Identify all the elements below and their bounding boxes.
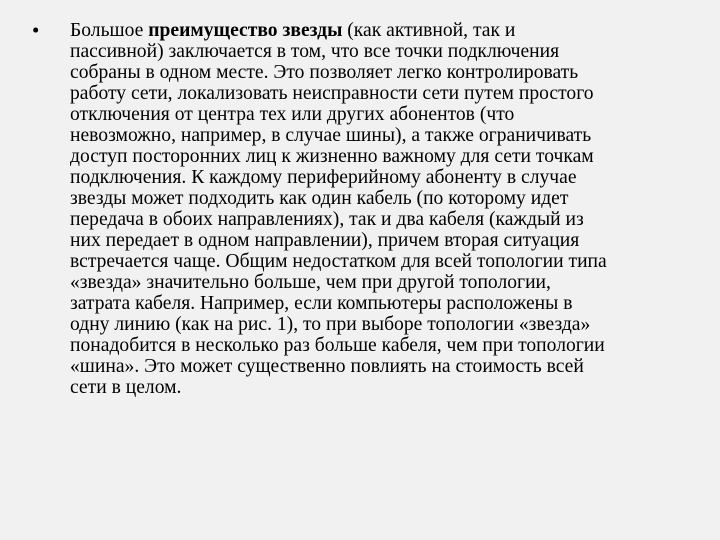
paragraph-line: отключения от центра тех или других абонентов (что xyxy=(70,104,515,125)
bold-phrase: преимущество звезды xyxy=(148,20,343,41)
paragraph-line: пассивной) заключается в том, что все точки подключения xyxy=(70,41,560,62)
paragraph-line: передача в обоих направлениях), так и два кабеля (каждый из xyxy=(70,209,584,230)
paragraph-line: затрата кабеля. Например, если компьютеры расположены в xyxy=(70,293,573,314)
paragraph-line: «шина». Это может существенно повлиять на стоимость всей xyxy=(70,356,584,377)
bullet-marker: • xyxy=(32,18,40,42)
paragraph-line: работу сети, локализовать неисправности сети путем простого xyxy=(70,83,594,104)
paragraph-line: невозможно, например, в случае шины), а также ограничивать xyxy=(70,125,592,146)
paragraph-line: доступ посторонних лиц к жизненно важному для сети точкам xyxy=(70,146,594,167)
text-suffix: (как активной, так и xyxy=(342,20,516,41)
paragraph xyxy=(70,20,700,398)
paragraph-line: них передает в одном направлении), причем вторая ситуация xyxy=(70,230,580,251)
paragraph-line: собраны в одном месте. Это позволяет легко контролировать xyxy=(70,62,579,83)
paragraph-line: встречается чаще. Общим недостатком для всей топологии типа xyxy=(70,251,607,272)
paragraph-line: сети в целом. xyxy=(70,377,182,398)
text-prefix: Большое xyxy=(70,20,149,41)
paragraph-line xyxy=(70,20,700,41)
paragraph-line: «звезда» значительно больше, чем при другой топологии, xyxy=(70,272,551,293)
paragraph-line: звезды может подходить как один кабель (по которому идет xyxy=(70,188,569,209)
paragraph-line: понадобится в несколько раз больше кабеля, чем при топологии xyxy=(70,335,605,356)
paragraph-line: подключения. К каждому периферийному абоненту в случае xyxy=(70,167,577,188)
paragraph-line: одну линию (как на рис. 1), то при выборе топологии «звезда» xyxy=(70,314,591,335)
